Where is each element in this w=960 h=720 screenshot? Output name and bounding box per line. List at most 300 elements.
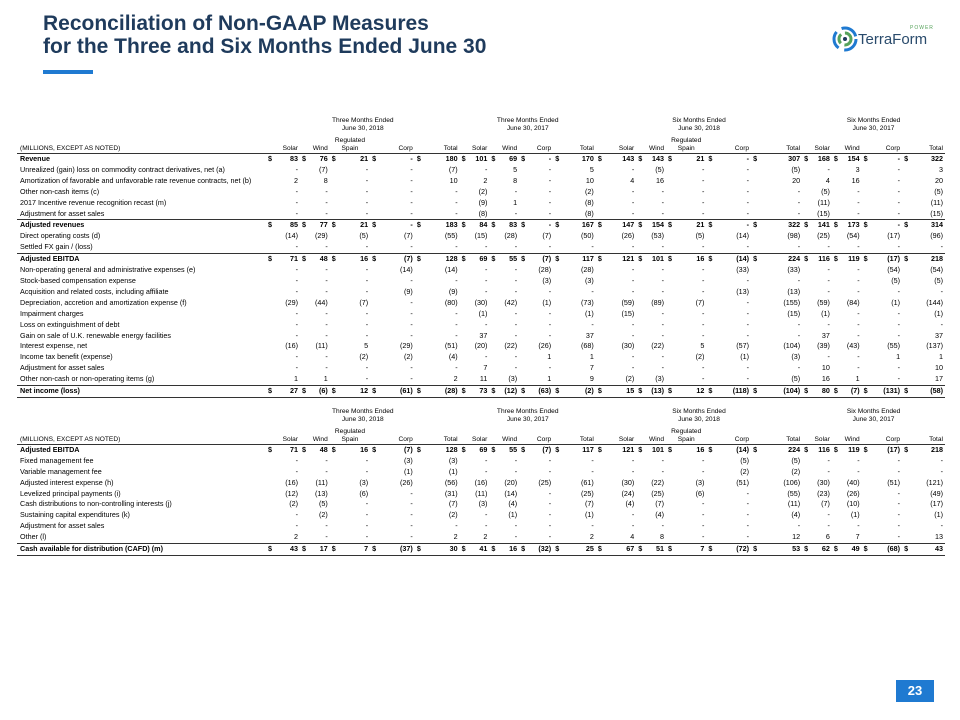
- value-cell: 2: [483, 532, 488, 542]
- value-cell: (13): [314, 488, 328, 498]
- value-cell: -: [410, 275, 413, 285]
- dollar-sign: [553, 231, 562, 242]
- value-cell: (33): [736, 265, 750, 275]
- dollar-sign: [489, 287, 498, 298]
- value-cell: 69: [479, 444, 488, 454]
- value-cell: (31): [444, 488, 458, 498]
- dollar-sign: [266, 176, 275, 187]
- dollar-sign: [330, 298, 339, 309]
- value-cell: (63): [528, 386, 554, 398]
- column-header: Wind: [489, 424, 519, 445]
- value-cell: 1: [547, 374, 552, 384]
- dollar-sign: [460, 374, 469, 385]
- dollar-sign: [489, 510, 498, 521]
- dollar-sign: [636, 287, 645, 298]
- dollar-sign: [460, 231, 469, 242]
- value-cell: (2): [562, 386, 596, 398]
- value-cell: -: [295, 286, 298, 296]
- dollar-sign: [902, 467, 911, 478]
- dollar-sign: [460, 176, 469, 187]
- value-cell: (131): [870, 386, 902, 398]
- value-cell: 37: [585, 330, 594, 340]
- table-row: [17, 254, 945, 265]
- dollar-sign: [862, 467, 871, 478]
- value-cell: -: [514, 532, 518, 542]
- value-cell: (8): [585, 197, 594, 207]
- dollar-sign: [330, 341, 339, 352]
- dollar-sign: [596, 510, 605, 521]
- value-cell: -: [455, 208, 458, 218]
- dollar-sign: [862, 165, 871, 176]
- dollar-sign: [751, 176, 760, 187]
- dollar-sign: [751, 341, 760, 352]
- value-cell: (12): [285, 488, 298, 498]
- dollar-sign: [666, 231, 675, 242]
- dollar-sign: [636, 198, 645, 209]
- dollar-sign: [519, 331, 528, 342]
- value-cell: (80): [444, 297, 458, 307]
- dollar-sign: [300, 309, 309, 320]
- value-cell: -: [940, 466, 943, 476]
- dollar-sign: [666, 187, 675, 198]
- value-cell: -: [870, 220, 902, 231]
- dollar-sign: $: [666, 386, 675, 398]
- value-cell: -: [702, 499, 705, 509]
- value-cell: 7: [589, 363, 594, 373]
- column-header: Total: [553, 424, 596, 445]
- value-cell: (10): [846, 499, 860, 509]
- dollar-sign: [832, 341, 841, 352]
- dollar-sign: $: [553, 544, 562, 556]
- value-cell: 5: [513, 164, 518, 174]
- value-cell: 121: [604, 254, 636, 265]
- dollar-sign: [596, 231, 605, 242]
- dollar-sign: [300, 187, 309, 198]
- value-cell: 1: [513, 197, 518, 207]
- value-cell: -: [455, 363, 458, 373]
- table-row: [17, 532, 945, 543]
- value-cell: -: [591, 521, 594, 531]
- value-cell: -: [295, 308, 298, 318]
- dollar-sign: $: [370, 220, 379, 231]
- value-cell: -: [365, 319, 369, 329]
- row-label: Cash available for distribution (CAFD) (m): [17, 544, 266, 556]
- dollar-sign: [266, 499, 275, 510]
- dollar-sign: [802, 265, 811, 276]
- dollar-sign: $: [833, 444, 838, 454]
- value-cell: -: [661, 308, 664, 318]
- period-header: [802, 107, 945, 133]
- dollar-sign: [706, 265, 715, 276]
- value-cell: (4): [655, 510, 664, 520]
- value-cell: -: [325, 352, 328, 362]
- value-cell: (2): [625, 374, 635, 384]
- value-cell: 16: [498, 544, 519, 556]
- dollar-sign: [519, 456, 528, 467]
- dollar-sign: [751, 165, 760, 176]
- column-header: Solar: [460, 424, 490, 445]
- value-cell: -: [325, 466, 328, 476]
- dollar-sign: [370, 298, 379, 309]
- value-cell: 183: [423, 220, 459, 231]
- value-cell: -: [661, 455, 664, 465]
- dollar-sign: [666, 478, 675, 489]
- value-cell: -: [548, 319, 552, 329]
- value-cell: -: [325, 265, 328, 275]
- dollar-sign: [666, 499, 675, 510]
- value-cell: 53: [760, 544, 803, 556]
- value-cell: -: [702, 286, 705, 296]
- dollar-sign: [460, 242, 469, 253]
- value-cell: (49): [930, 488, 943, 498]
- value-cell: 7: [338, 544, 370, 556]
- value-cell: 5: [364, 341, 369, 351]
- value-cell: -: [746, 208, 750, 218]
- value-cell: -: [548, 164, 552, 174]
- table-row: [17, 363, 945, 374]
- period-header-row: [17, 107, 945, 133]
- value-cell: (5): [934, 186, 943, 196]
- dollar-sign: $: [708, 154, 713, 163]
- dollar-sign: [330, 478, 339, 489]
- dollar-sign: [266, 287, 275, 298]
- column-header-line-1: Regulated: [334, 137, 365, 144]
- row-label: Impairment charges: [20, 308, 84, 318]
- value-cell: (25): [581, 488, 594, 498]
- period-header-line-1: Six Months Ended: [846, 117, 901, 124]
- value-cell: (7): [821, 499, 830, 509]
- value-cell: -: [631, 186, 635, 196]
- value-cell: -: [746, 363, 750, 373]
- dollar-sign: $: [460, 220, 469, 231]
- column-header-line-1: Regulated: [671, 137, 702, 144]
- dollar-sign: [666, 320, 675, 331]
- value-cell: -: [857, 466, 860, 476]
- value-cell: -: [746, 330, 750, 340]
- dollar-sign: [553, 187, 562, 198]
- value-cell: -: [365, 208, 369, 218]
- dollar-sign: $: [802, 386, 811, 398]
- value-cell: (3): [478, 499, 488, 509]
- value-cell: -: [746, 275, 750, 285]
- dollar-sign: [832, 532, 841, 543]
- logo-power: POWER: [910, 25, 934, 31]
- value-cell: -: [365, 175, 369, 185]
- column-header: Solar: [460, 133, 490, 154]
- value-cell: (7): [448, 499, 458, 509]
- value-cell: -: [797, 197, 801, 207]
- dollar-sign: $: [706, 544, 715, 556]
- value-cell: -: [661, 275, 664, 285]
- row-label: Depreciation, accretion and amortization expense (f): [20, 297, 187, 307]
- period-header-row: [17, 397, 945, 424]
- value-cell: 83: [498, 220, 519, 231]
- dollar-sign: [266, 165, 275, 176]
- dollar-sign: [706, 499, 715, 510]
- value-cell: 21: [675, 220, 707, 231]
- column-header: Corp: [519, 424, 553, 445]
- value-cell: (29): [400, 341, 413, 351]
- dollar-sign: [832, 209, 841, 220]
- dollar-sign: $: [330, 220, 339, 231]
- value-cell: -: [484, 265, 488, 275]
- dollar-sign: [489, 242, 498, 253]
- value-cell: -: [940, 521, 943, 531]
- dollar-sign: [862, 532, 871, 543]
- column-header: Total: [415, 424, 460, 445]
- value-cell: -: [365, 363, 369, 373]
- value-cell: (28): [581, 265, 594, 275]
- value-cell: -: [295, 164, 298, 174]
- dollar-sign: [832, 287, 841, 298]
- value-cell: -: [897, 286, 901, 296]
- value-cell: 218: [931, 444, 943, 454]
- value-cell: 128: [445, 444, 458, 454]
- dollar-sign: [489, 320, 498, 331]
- value-cell: (4): [448, 352, 458, 362]
- value-cell: -: [631, 286, 635, 296]
- dollar-sign: [751, 198, 760, 209]
- value-cell: -: [702, 308, 705, 318]
- value-cell: -: [410, 510, 413, 520]
- dollar-sign: [489, 489, 498, 500]
- value-cell: -: [746, 175, 750, 185]
- dollar-sign: [862, 341, 871, 352]
- table-row: [17, 499, 945, 510]
- value-cell: 48: [308, 254, 329, 265]
- value-cell: 143: [652, 154, 664, 163]
- value-cell: -: [514, 275, 518, 285]
- value-cell: (3): [448, 455, 458, 465]
- dollar-sign: [300, 341, 309, 352]
- value-cell: -: [365, 510, 369, 520]
- column-header: [330, 133, 370, 154]
- table-row: [17, 467, 945, 478]
- dollar-sign: [460, 309, 469, 320]
- dollar-sign: [666, 521, 675, 532]
- column-header: Wind: [489, 133, 519, 154]
- value-cell: (68): [870, 544, 902, 556]
- value-cell: -: [365, 186, 369, 196]
- value-cell: (3): [585, 275, 594, 285]
- dollar-sign: $: [668, 154, 672, 163]
- dollar-sign: [706, 198, 715, 209]
- value-cell: -: [591, 466, 594, 476]
- dollar-sign: [330, 276, 339, 287]
- value-cell: -: [325, 197, 328, 207]
- dollar-sign: [370, 331, 379, 342]
- value-cell: (22): [504, 341, 518, 351]
- value-cell: -: [702, 319, 705, 329]
- value-cell: -: [897, 499, 901, 509]
- value-cell: 69: [468, 254, 489, 265]
- dollar-sign: [300, 374, 309, 385]
- dollar-sign: [636, 489, 645, 500]
- value-cell: -: [295, 330, 298, 340]
- value-cell: -: [715, 220, 751, 231]
- dollar-sign: [596, 489, 605, 500]
- dollar-sign: [751, 276, 760, 287]
- value-cell: -: [410, 175, 413, 185]
- value-cell: -: [365, 466, 369, 476]
- value-cell: (43): [846, 341, 860, 351]
- dollar-sign: [902, 298, 911, 309]
- value-cell: 16: [696, 444, 705, 454]
- dollar-sign: $: [832, 386, 841, 398]
- dollar-sign: [553, 521, 562, 532]
- dollar-sign: [460, 320, 469, 331]
- value-cell: -: [827, 265, 830, 275]
- value-cell: 143: [622, 154, 635, 163]
- dollar-sign: [300, 363, 309, 374]
- dollar-sign: [802, 521, 811, 532]
- value-cell: -: [514, 186, 518, 196]
- value-cell: 84: [468, 220, 489, 231]
- value-cell: -: [857, 265, 860, 275]
- dollar-sign: $: [596, 220, 605, 231]
- value-cell: -: [295, 319, 298, 329]
- dollar-sign: [666, 489, 675, 500]
- dollar-sign: [415, 287, 424, 298]
- value-cell: -: [484, 510, 488, 520]
- value-cell: -: [631, 197, 635, 207]
- value-cell: 20: [935, 175, 943, 185]
- value-cell: (26): [846, 488, 860, 498]
- dollar-sign: [751, 231, 760, 242]
- value-cell: -: [410, 242, 413, 252]
- dollar-sign: [553, 510, 562, 521]
- value-cell: 147: [604, 220, 636, 231]
- value-cell: -: [897, 330, 901, 340]
- value-cell: -: [295, 242, 298, 252]
- dollar-sign: [266, 331, 275, 342]
- value-cell: 1: [855, 374, 860, 384]
- dollar-sign: [706, 467, 715, 478]
- value-cell: -: [897, 455, 901, 465]
- column-header: Wind: [636, 133, 666, 154]
- dollar-sign: $: [519, 220, 528, 231]
- row-label: Loss on extinguishment of debt: [20, 319, 120, 329]
- dollar-sign: [802, 331, 811, 342]
- dollar-sign: $: [832, 220, 841, 231]
- value-cell: (25): [538, 477, 552, 487]
- value-cell: -: [548, 466, 552, 476]
- value-cell: 12: [338, 386, 370, 398]
- dollar-sign: [330, 320, 339, 331]
- dollar-sign: [832, 198, 841, 209]
- dollar-sign: [862, 242, 871, 253]
- value-cell: (13): [736, 286, 750, 296]
- dollar-sign: [902, 320, 911, 331]
- value-cell: -: [631, 265, 635, 275]
- value-cell: (3): [695, 477, 705, 487]
- dollar-sign: $: [706, 220, 715, 231]
- dollar-sign: [596, 374, 605, 385]
- dollar-sign: [706, 521, 715, 532]
- value-cell: 314: [911, 220, 945, 231]
- value-cell: -: [365, 286, 369, 296]
- value-cell: -: [661, 265, 664, 275]
- dollar-sign: [266, 341, 275, 352]
- value-cell: -: [548, 532, 552, 542]
- value-cell: -: [661, 466, 664, 476]
- period-header-line-1: Six Months Ended: [672, 117, 726, 124]
- dollar-sign: [751, 209, 760, 220]
- dollar-sign: [862, 187, 871, 198]
- value-cell: (1): [508, 510, 518, 520]
- dollar-sign: [553, 456, 562, 467]
- value-cell: (6): [308, 386, 329, 398]
- dollar-sign: [751, 298, 760, 309]
- value-cell: -: [484, 319, 488, 329]
- value-cell: -: [702, 265, 705, 275]
- dollar-sign: [370, 510, 379, 521]
- dollar-sign: [706, 489, 715, 500]
- value-cell: -: [631, 242, 635, 252]
- row-label: Adjustment for asset sales: [20, 363, 105, 373]
- column-header: Solar: [802, 133, 832, 154]
- dollar-sign: [666, 309, 675, 320]
- dollar-sign: [751, 363, 760, 374]
- value-cell: -: [827, 319, 830, 329]
- dollar-sign: [751, 510, 760, 521]
- value-cell: 7: [855, 532, 860, 542]
- value-cell: (51): [887, 477, 901, 487]
- dollar-sign: [300, 489, 309, 500]
- value-cell: -: [548, 499, 552, 509]
- dollar-sign: [266, 352, 275, 363]
- dollar-sign: [460, 165, 469, 176]
- dollar-sign: [330, 374, 339, 385]
- value-cell: -: [940, 319, 943, 329]
- value-cell: (24): [621, 488, 635, 498]
- dollar-sign: $: [519, 544, 528, 556]
- dollar-sign: [902, 265, 911, 276]
- value-cell: -: [702, 242, 705, 252]
- dollar-sign: $: [902, 254, 911, 265]
- value-cell: -: [548, 330, 552, 340]
- dollar-sign: [489, 374, 498, 385]
- dollar-sign: $: [415, 386, 424, 398]
- dollar-sign: [832, 363, 841, 374]
- row-label: Cash distributions to non-controlling interests (j): [20, 499, 172, 509]
- value-cell: (2): [585, 186, 594, 196]
- value-cell: 2: [293, 532, 298, 542]
- dollar-sign: [862, 298, 871, 309]
- dollar-sign: [832, 510, 841, 521]
- value-cell: (25): [651, 488, 664, 498]
- dollar-sign: [460, 510, 469, 521]
- dollar-sign: [832, 521, 841, 532]
- dollar-sign: [832, 265, 841, 276]
- dollar-sign: [330, 165, 339, 176]
- dollar-sign: [489, 352, 498, 363]
- value-cell: (72): [715, 544, 751, 556]
- value-cell: -: [702, 455, 705, 465]
- value-cell: -: [484, 352, 488, 362]
- value-cell: 48: [319, 444, 328, 454]
- dollar-sign: [330, 176, 339, 187]
- value-cell: -: [365, 275, 369, 285]
- value-cell: -: [410, 297, 413, 307]
- row-label: Income tax benefit (expense): [20, 352, 113, 362]
- dollar-sign: $: [636, 544, 645, 556]
- value-cell: (7): [404, 444, 413, 454]
- dollar-sign: [636, 510, 645, 521]
- dollar-sign: [802, 456, 811, 467]
- value-cell: -: [661, 242, 664, 252]
- dollar-sign: [706, 176, 715, 187]
